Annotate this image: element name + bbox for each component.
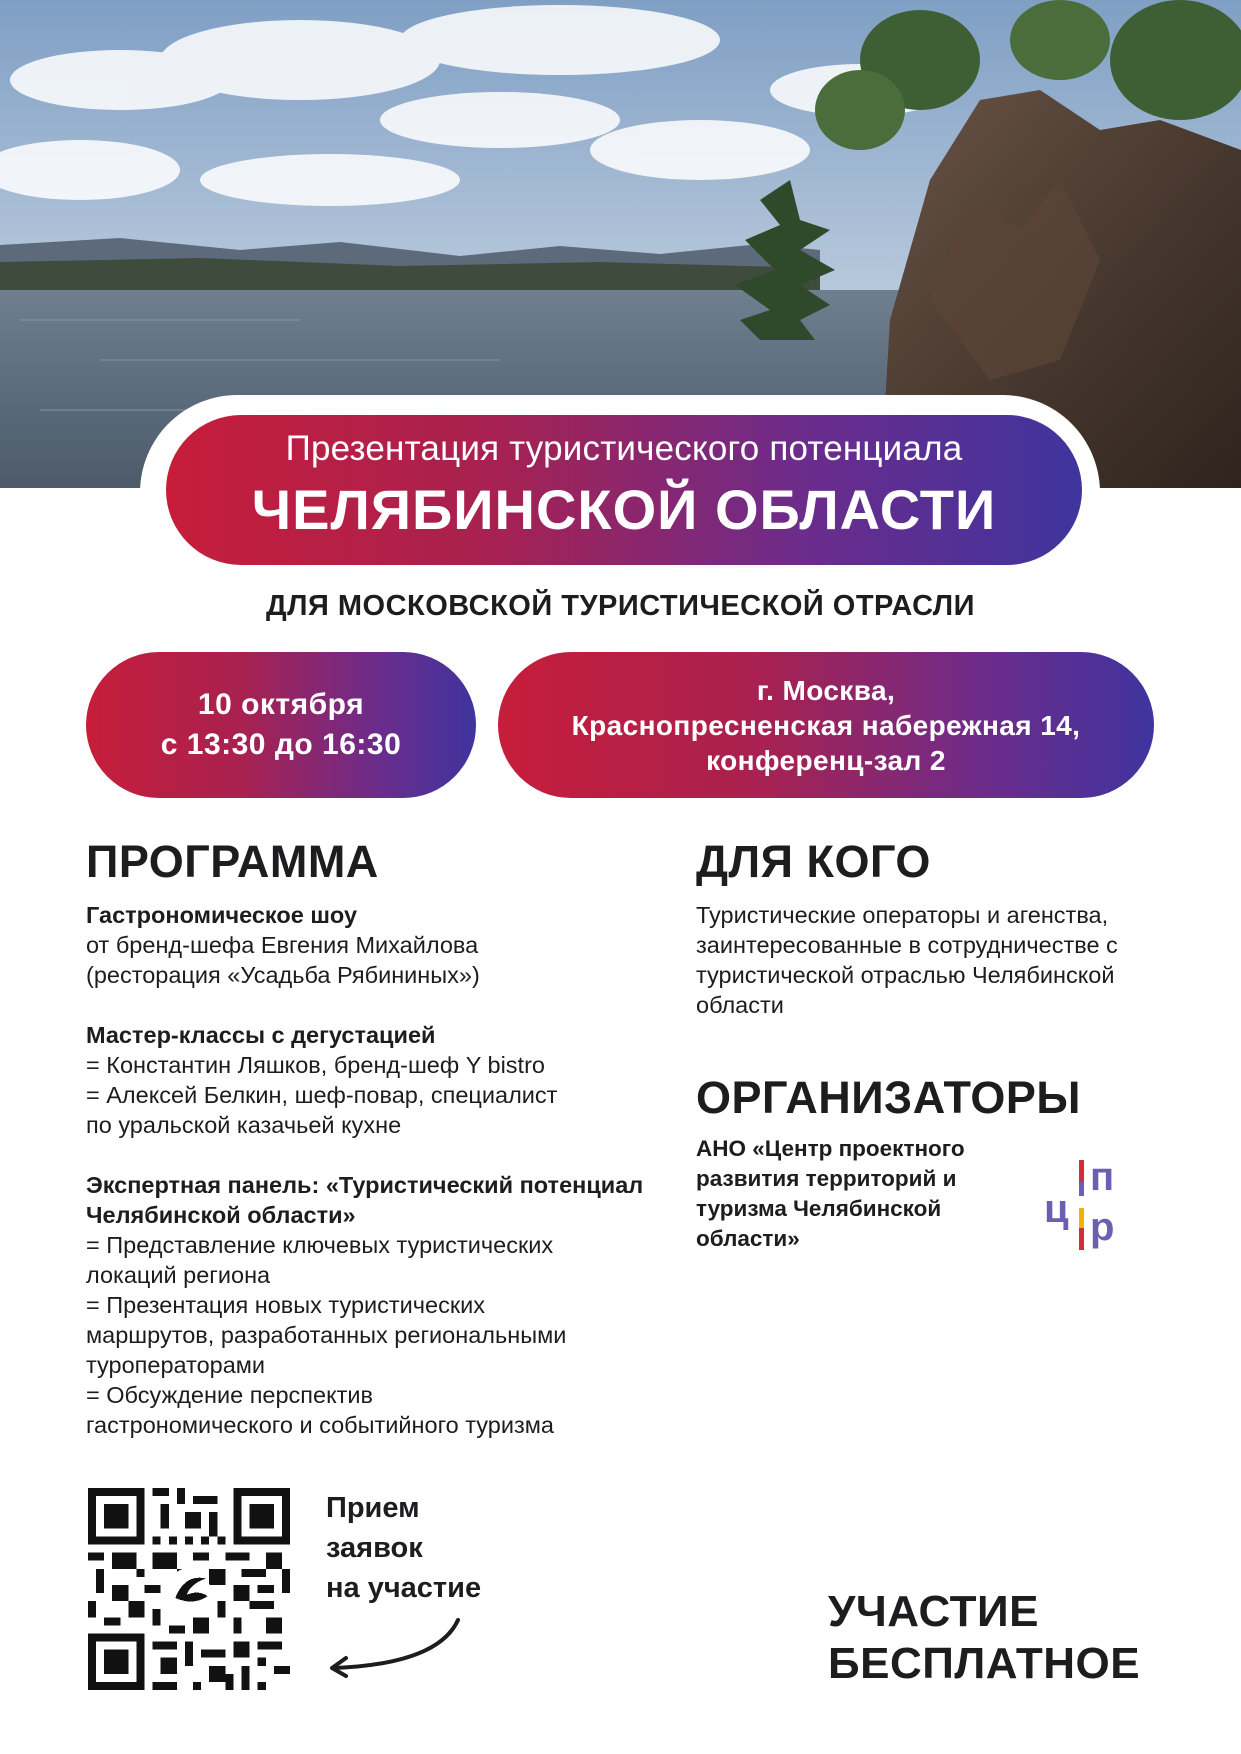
date-day: 10 октября xyxy=(197,688,365,721)
location-address: Краснопресненская набережная 14, xyxy=(571,709,1081,741)
program-item-line: = Алексей Белкин, шеф-повар, специалист xyxy=(86,1082,558,1108)
program-item-title: Мастер-классы с дегустацией xyxy=(86,1022,436,1048)
program-item-line: от бренд-шефа Евгения Михайлова xyxy=(86,932,479,958)
audience-description: Туристические операторы и агенства, заинтересованные в сотрудничестве с туристической отраслью Челябинской области xyxy=(696,902,1118,1018)
program-list xyxy=(86,900,646,1470)
logo-letter-p: п xyxy=(1090,1155,1115,1199)
program-heading: ПРОГРАММА xyxy=(86,836,379,887)
program-item-line: по уральской казачьей кухне xyxy=(86,1112,402,1138)
program-item-line: локаций региона xyxy=(86,1262,271,1288)
program-item-line: = Константин Ляшков, бренд-шеф Y bistro xyxy=(86,1052,545,1078)
program-item-line: маршрутов, разработанных региональными xyxy=(86,1322,567,1348)
title-pretext: Презентация туристического потенциала xyxy=(285,429,963,468)
location-badge xyxy=(498,652,1154,798)
audience-subtitle: ДЛЯ МОСКОВСКОЙ ТУРИСТИЧЕСКОЙ ОТРАСЛИ xyxy=(265,590,975,622)
audience-heading: ДЛЯ КОГО xyxy=(696,836,931,887)
program-item xyxy=(86,900,646,990)
free-line: БЕСПЛАТНОЕ xyxy=(828,1639,1141,1688)
location-city: г. Москва, xyxy=(756,674,896,706)
date-time: с 13:30 до 16:30 xyxy=(160,728,402,761)
free-participation xyxy=(828,1586,1140,1690)
logo-letter-r: р xyxy=(1090,1205,1115,1249)
organizers-heading: ОРГАНИЗАТОРЫ xyxy=(696,1072,1081,1123)
logo-bar-red xyxy=(1079,1160,1084,1182)
title-region: ЧЕЛЯБИНСКОЙ ОБЛАСТИ xyxy=(251,478,997,541)
organizer-name: АНО «Центр проектного развития территорий и туризма Челябинской области» xyxy=(696,1136,965,1251)
program-item-title: Гастрономическое шоу xyxy=(86,902,358,928)
registration-line: заявок xyxy=(326,1532,423,1564)
registration-line: Прием xyxy=(326,1492,420,1524)
program-item-line: = Презентация новых туристических xyxy=(86,1292,486,1318)
program-item-line: гастрономического и событийного туризма xyxy=(86,1412,554,1438)
arrow-left-icon xyxy=(318,1614,468,1684)
program-item-title: Экспертная панель: «Туристический потенциал Челябинской области» xyxy=(86,1172,644,1228)
program-item-line: = Представление ключевых туристических xyxy=(86,1232,554,1258)
program-item-line: туроператорами xyxy=(86,1352,266,1378)
program-item-line: (ресторация «Усадьба Рябининых») xyxy=(86,962,480,988)
registration-line: на участие xyxy=(326,1572,482,1604)
location-hall: конференц-зал 2 xyxy=(706,744,946,776)
logo-bar-purple xyxy=(1079,1182,1084,1196)
logo-bar-red-lower xyxy=(1079,1228,1084,1250)
logo-bar-yellow xyxy=(1079,1208,1084,1228)
program-item-line: = Обсуждение перспектив xyxy=(86,1382,374,1408)
organizer-logo xyxy=(1040,1152,1130,1252)
program-item xyxy=(86,1020,646,1140)
title-banner xyxy=(166,415,1082,565)
logo-letter-ts: ц xyxy=(1044,1187,1069,1231)
free-line: УЧАСТИЕ xyxy=(828,1587,1039,1636)
program-item xyxy=(86,1170,646,1440)
registration-qr-code[interactable] xyxy=(88,1488,290,1690)
registration-callout xyxy=(326,1488,481,1608)
date-badge xyxy=(86,652,476,798)
